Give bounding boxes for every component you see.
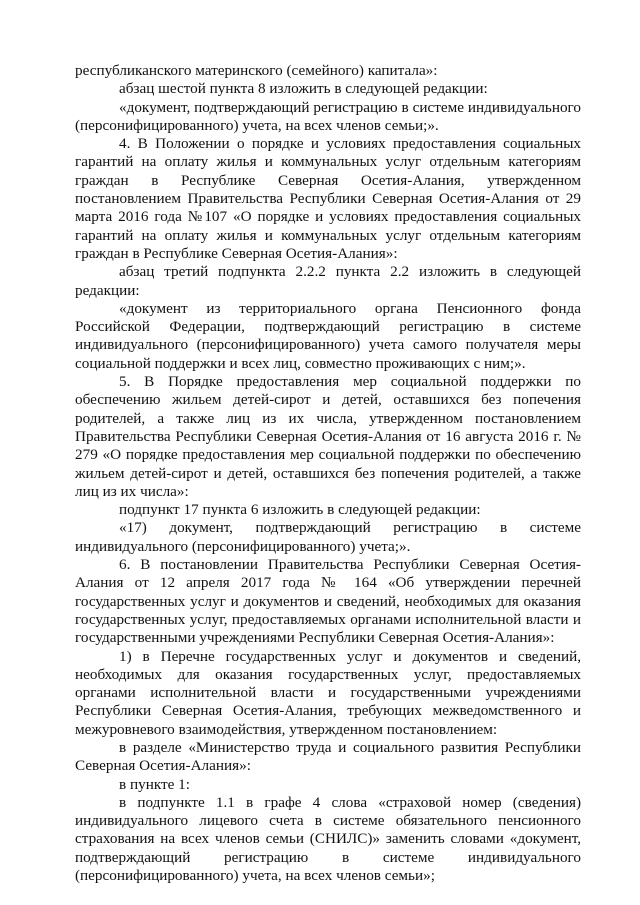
paragraph: «17) документ, подтверждающий регистрацию в системе индивидуального (персонифицированного) учета;». xyxy=(75,519,581,555)
paragraph-item-5: 5. В Порядке предоставления мер социальной поддержки по обеспечению жильем детей-сирот и детей, оставшихся без попечения родителей, а также лиц из их числа, утвержденном постановлением Правительства Республики Северная Осетия-Алания от 16 августа 2016 г. № 279 «О порядке предоставления мер социальной поддержки по обеспечению жильем детей-сирот и детей, оставшихся без попечения родителей, а также лиц из их числа»: xyxy=(75,373,581,500)
document-body xyxy=(75,62,581,885)
paragraph: в разделе «Министерство труда и социального развития Республики Северная Осетия-Алания»: xyxy=(75,738,581,775)
paragraph-item-4: 4. В Положении о порядке и условиях предоставления социальных гарантий на оплату жилья и коммунальных услуг отдельным категориям граждан в Республике Северная Осетия-Алания, утвержденном постановлением Правительства Республики Северная Осетия-Алания от 29 марта 2016 года №107 «О порядке и условиях предоставления социальных гарантий на оплату жилья и коммунальных услуг отдельным категориям граждан в Республике Северная Осетия-Алания»: xyxy=(75,135,581,262)
paragraph: абзац третий подпункта 2.2.2 пункта 2.2 изложить в следующей редакции: xyxy=(75,263,581,299)
paragraph: «документ из территориального органа Пенсионного фонда Российской Федерации, подтверждающий регистрацию в системе индивидуального (персонифицированного) учета самого получателя меры социальной поддержки и всех лиц, совместно проживающих с ним;». xyxy=(75,299,581,372)
paragraph: в пункте 1: xyxy=(119,775,190,793)
paragraph-continuation: республиканского материнского (семейного) капитала»: xyxy=(75,62,438,79)
paragraph: абзац шестой пункта 8 изложить в следующей редакции: xyxy=(119,80,488,98)
paragraph: 1) в Перечне государственных услуг и документов и сведений, необходимых для оказания государственных услуг, предоставляемых органами исполнительной власти и государственными учреждениями Республики Северная Осетия-Алания, требующих межведомственного и межуровневого взаимодействия, утвержденном постановлением: xyxy=(75,647,581,738)
paragraph: «документ, подтверждающий регистрацию в системе индивидуального (персонифицированного) учета, на всех членов семьи;». xyxy=(75,98,581,134)
paragraph: подпункт 17 пункта 6 изложить в следующей редакции: xyxy=(119,501,481,519)
paragraph-item-6: 6. В постановлении Правительства Республики Северная Осетия-Алания от 12 апреля 2017 года № 164 «Об утверждении перечней государственных услуг и документов и сведений, необходимых для оказания государственных услуг, предоставляемых органами исполнительной власти и государственными учреждениями Республики Северная Осетия-Алания»: xyxy=(75,556,581,647)
paragraph: в подпункте 1.1 в графе 4 слова «страховой номер (сведения) индивидуального лицевого счета в системе обязательного пенсионного страхования на всех членов семьи (СНИЛС)» заменить словами «документ, подтверждающий регистрацию в системе индивидуального (персонифицированного) учета, на всех членов семьи»; xyxy=(75,793,581,885)
